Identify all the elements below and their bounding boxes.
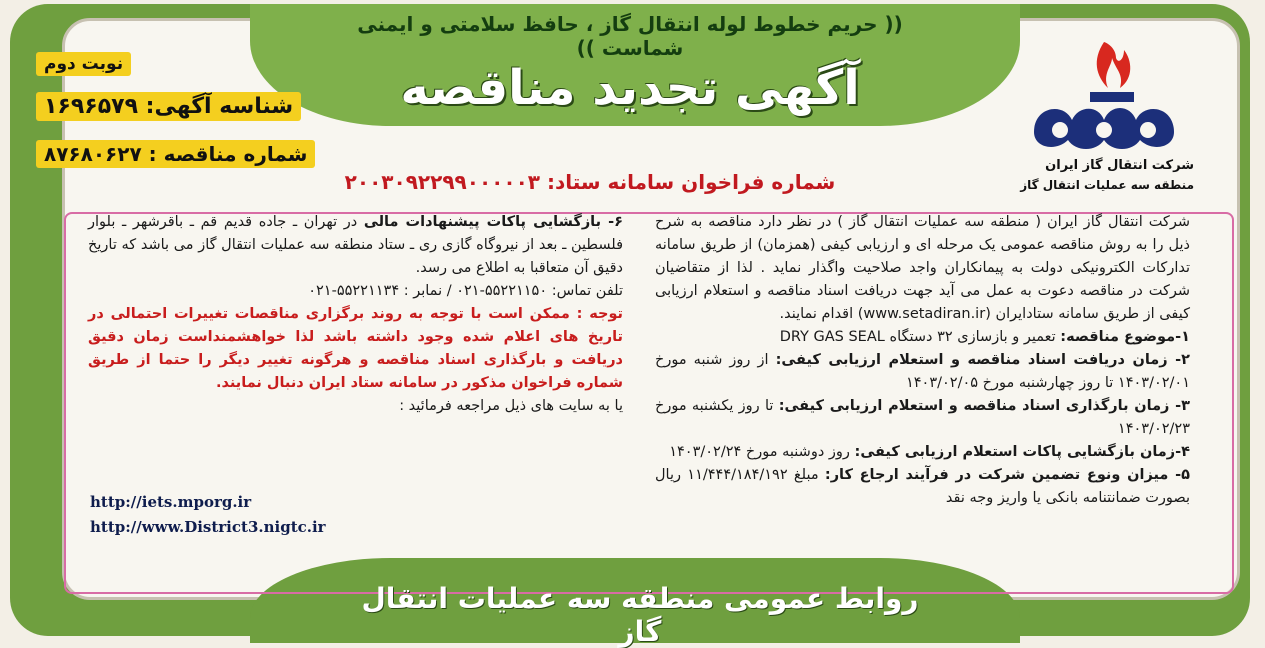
tender-number-badge: شماره مناقصه : ۸۷۶۸۰۶۲۷ <box>36 140 315 168</box>
item-6-label: ۶- بازگشایی پاکات پیشنهادات مالی <box>363 214 624 230</box>
contact-phone: تلفن تماس: ۵۵۲۲۱۱۵۰-۰۲۱ / نمابر : ۵۵۲۲۱۱۳۴-۰۲۱ <box>308 283 623 299</box>
round-badge: نوبت دوم <box>36 52 131 76</box>
item-5-label: ۵- میزان ونوع تضمین شرکت در فرآیند ارجاع کار: <box>824 467 1190 483</box>
link-district3[interactable]: http://www.District3.nigtc.ir <box>90 518 326 536</box>
link-iets[interactable]: http://iets.mporg.ir <box>90 493 252 511</box>
header-tagline: (( حریم خطوط لوله انتقال گاز ، حافظ سلامتی و ایمنی شماست )) <box>357 12 903 60</box>
notice-body-left <box>88 211 623 418</box>
nigc-flame-logo-icon <box>1012 36 1212 156</box>
item-1-text: تعمیر و بازسازی ۳۲ دستگاه DRY GAS SEAL <box>779 329 1056 345</box>
footer-public-relations: روابط عمومی منطقه سه عملیات انتقال گاز <box>361 582 919 648</box>
intro-paragraph: شرکت انتقال گاز ایران ( منطقه سه عملیات انتقال گاز ) در نظر دارد مناقصه به شرح ذیل را به روش مناقصه عمومی یک مرحله ای و ارزیابی کیفی (همزمان) از طریق سامانه تدارکات الکترونیکی دولت به پیمانکاران واجد صلاحیت واگذار نماید . لذا از متقاضیان شرکت در مناقصه دعوت به عمل می آید جهت دریافت اسناد مناقصه و استعلام ارزیابی کیفی از طریق سامانه ستادایران (www.setadiran.ir) اقدام نمایند. <box>655 214 1190 322</box>
item-3-text: تا روز یکشنبه مورخ ۱۴۰۳/۰۲/۲۳ <box>655 398 1190 437</box>
warning-note: توجه : ممکن است با توجه به روند برگزاری مناقصات تغییرات احتمالی در تاریخ های اعلام شده وجود داشته باشد لذا خواهشمنداست زمان دقیق دریافت و بارگذاری اسناد مناقصه و هرگونه تغییر دیگر را حتما از طریق شماره فراخوان مذکور در سامانه ستاد ایران دنبال نمایند. <box>88 306 623 391</box>
website-links <box>90 490 326 540</box>
item-4 <box>655 441 1190 464</box>
portal-number: شماره فراخوان سامانه ستاد: ۲۰۰۳۰۹۲۲۹۹۰۰۰۰۰۳ <box>344 170 836 194</box>
item-4-label: ۴-زمان بازگشایی پاکات استعلام ارزیابی کیفی: <box>854 444 1190 460</box>
item-1 <box>655 326 1190 349</box>
item-6-text: در تهران ـ جاده قدیم قم ـ باقرشهر ـ بلوار فلسطین ـ بعد از نیروگاه گازی ری ـ ستاد منطقه سه عملیات انتقال گاز می باشد که تاریخ دقیق آن متعاقبا به اطلاع می رسد. <box>88 214 623 276</box>
notice-title: آگهی تجدید مناقصه <box>400 60 860 116</box>
item-4-text: روز دوشنبه مورخ ۱۴۰۳/۰۲/۲۴ <box>669 444 850 460</box>
company-name: شرکت انتقال گاز ایران <box>1045 158 1194 173</box>
item-1-label: ۱-موضوع مناقصه: <box>1060 329 1190 345</box>
item-3 <box>655 395 1190 441</box>
company-region: منطقه سه عملیات انتقال گاز <box>1020 178 1194 192</box>
ad-id-badge: شناسه آگهی: ۱۶۹۶۵۷۹ <box>36 92 301 121</box>
item-5-text: مبلغ ۱۱/۴۴۴/۱۸۴/۱۹۲ ریال بصورت ضمانتنامه بانکی یا واریز وجه نقد <box>655 467 1190 506</box>
sites-intro: یا به سایت های ذیل مراجعه فرمائید : <box>399 398 623 414</box>
notice-body-right <box>655 211 1190 510</box>
item-5 <box>655 464 1190 510</box>
company-logo <box>1012 36 1212 200</box>
item-6 <box>88 211 623 280</box>
item-2-label: ۲- زمان دریافت اسناد مناقصه و استعلام ارزیابی کیفی: <box>775 352 1190 368</box>
item-2-text: از روز شنبه مورخ ۱۴۰۳/۰۲/۰۱ تا روز چهارشنبه مورخ ۱۴۰۳/۰۲/۰۵ <box>655 352 1190 391</box>
item-3-label: ۳- زمان بارگذاری اسناد مناقصه و استعلام ارزیابی کیفی: <box>778 398 1191 414</box>
item-2 <box>655 349 1190 395</box>
